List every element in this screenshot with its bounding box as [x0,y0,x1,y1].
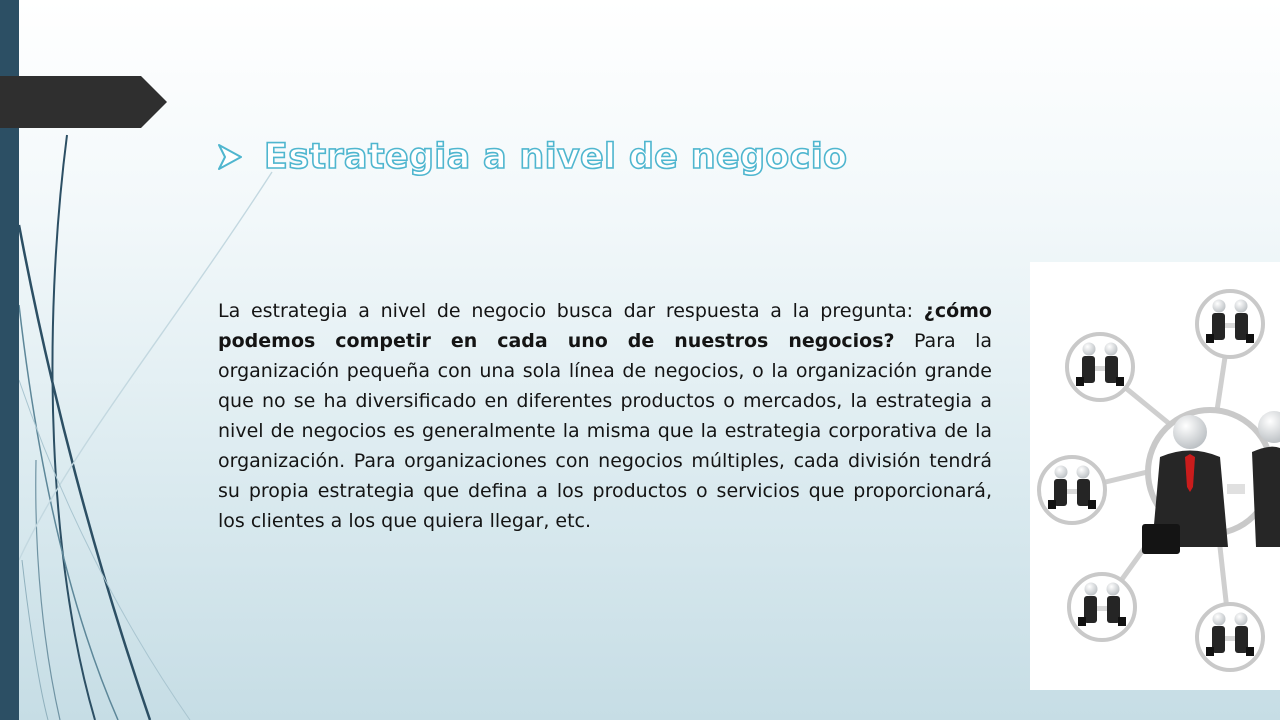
title-text: Estrategia a nivel de negocio [264,137,848,177]
paragraph-question: ¿cómo podemos competir en cada uno de nuestros negocios? [218,300,992,352]
paragraph-rest: Para la organización pequeña con una sola línea de negocios, o la organización grande que no se ha diversificado en diferentes productos o mercados, la estrategia a nivel de negocios es generalmente la misma que la estrategia corporativa de la organización. Para organizaciones con negocios múltiples, cada división tendrá su propia estrategia que defina a los productos o servicios que proporcionará, los clientes a los que quiera llegar, etc. [218,330,992,532]
title-tab-shape [0,76,170,128]
body-paragraph [218,296,992,536]
slide-title [218,132,847,182]
business-network-image [1030,262,1280,690]
arrow-bullet-icon [218,144,242,170]
paragraph-intro: La estrategia a nivel de negocio busca dar respuesta a la pregunta: [218,300,924,322]
